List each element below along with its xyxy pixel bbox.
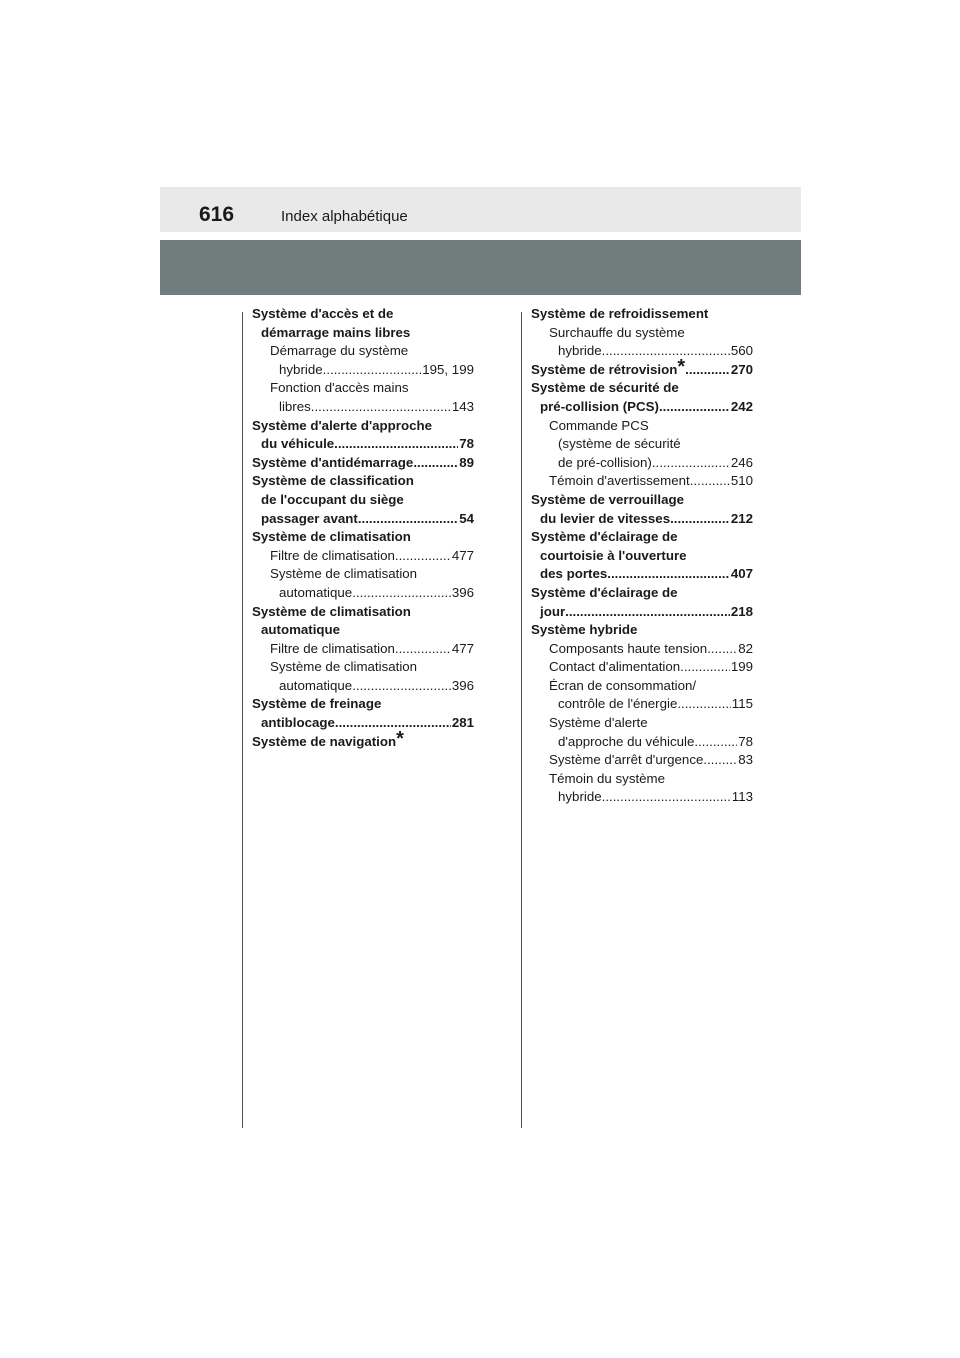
index-entry-text: des portes	[540, 566, 608, 582]
index-entry-text: du véhicule	[261, 436, 335, 452]
index-entry-text: Système de verrouillage	[531, 491, 684, 507]
index-entry	[531, 491, 753, 510]
column-rule-right	[521, 312, 522, 1128]
page-number: 616	[199, 203, 235, 226]
index-entry	[252, 640, 474, 659]
dot-leader	[677, 695, 730, 714]
index-entry	[531, 677, 753, 696]
index-entry-text: Système de classification	[252, 473, 414, 489]
index-entry	[252, 398, 474, 417]
index-entry	[531, 454, 753, 473]
index-entry	[531, 528, 753, 547]
dot-leader	[680, 658, 730, 677]
page-reference: 477	[451, 640, 474, 656]
index-entry-text: Système de climatisation	[270, 566, 418, 582]
dot-leader	[685, 361, 730, 380]
index-entry	[252, 658, 474, 677]
index-entry	[531, 435, 753, 454]
index-entry	[252, 695, 474, 714]
index-entry-text: courtoisie à l'ouverture	[540, 547, 687, 563]
index-entry-text: automatique	[279, 677, 353, 693]
index-entry-text: Système d'éclairage de	[531, 529, 678, 545]
index-entry	[252, 621, 474, 640]
index-entry	[252, 361, 474, 380]
index-entry-text: Système d'alerte	[549, 715, 648, 731]
index-entry-text: Système de rétrovision	[531, 361, 678, 377]
page-reference: 396	[451, 677, 474, 693]
index-entry	[252, 417, 474, 436]
index-entry	[252, 528, 474, 547]
index-entry-text: Système d'éclairage de	[531, 584, 678, 600]
page-reference: 396	[451, 584, 474, 600]
page-reference: 83	[738, 752, 753, 768]
index-entry	[252, 677, 474, 696]
dot-leader	[352, 677, 451, 696]
index-entry-text: antiblocage	[261, 715, 335, 731]
index-entry	[531, 770, 753, 789]
page-reference: 407	[730, 566, 753, 582]
index-entry	[252, 324, 474, 343]
index-entry-text: de pré-collision)	[558, 454, 652, 470]
index-entry	[531, 324, 753, 343]
dot-leader	[707, 640, 737, 659]
index-entry-text: automatique	[279, 584, 353, 600]
index-entry-text: hybride	[279, 361, 323, 377]
index-entry-text: Système de climatisation	[252, 529, 411, 545]
index-entry	[531, 472, 753, 491]
index-entry	[531, 584, 753, 603]
index-entry-text: démarrage mains libres	[261, 324, 411, 340]
index-entry-text: Système de refroidissement	[531, 306, 709, 321]
index-entry	[531, 640, 753, 659]
page-reference: 78	[459, 436, 474, 452]
page-reference: 78	[738, 733, 753, 749]
index-entry-text: Système d'accès et de	[252, 306, 394, 321]
index-entry: Système de rétrovision * ..... 270	[531, 361, 753, 380]
column-rule-left	[242, 312, 243, 1128]
index-entry-text: hybride	[558, 343, 602, 359]
index-entry-text: Système de climatisation	[252, 603, 411, 619]
index-entry-text: passager avant	[261, 510, 358, 526]
index-column-right	[531, 305, 753, 807]
index-entry	[531, 398, 753, 417]
index-column-left	[252, 305, 474, 751]
page-reference: 199	[730, 659, 753, 675]
index-entry	[252, 342, 474, 361]
page-title: Index alphabétique	[281, 208, 408, 225]
index-entry-text: Système d'arrêt d'urgence	[549, 752, 704, 768]
section-band	[160, 240, 801, 295]
dot-leader	[602, 788, 731, 807]
index-entry	[252, 435, 474, 454]
index-entry	[531, 510, 753, 529]
page-reference: 242	[730, 398, 753, 414]
index-entry-text: Surchauffe du système	[549, 324, 685, 340]
index-entry-text: d'approche du véhicule	[558, 733, 695, 749]
index-entry-text: hybride	[558, 789, 602, 805]
index-entry	[531, 621, 753, 640]
index-entry	[531, 788, 753, 807]
page-reference: 54	[459, 510, 474, 526]
index-entry-text: Système de sécurité de	[531, 380, 679, 396]
index-entry	[252, 565, 474, 584]
index-entry	[252, 714, 474, 733]
page-reference: 477	[451, 547, 474, 563]
dot-leader	[607, 565, 730, 584]
index-entry	[531, 658, 753, 677]
index-entry	[252, 472, 474, 491]
index-entry	[531, 417, 753, 436]
dot-leader	[565, 603, 730, 622]
page-reference: 115	[731, 696, 753, 712]
index-entry	[531, 603, 753, 622]
dot-leader	[334, 435, 458, 454]
index-entry	[531, 342, 753, 361]
index-entry	[252, 547, 474, 566]
index-entry-text: Écran de consommation/	[549, 677, 697, 693]
index-entry-text: Fonction d'accès mains	[270, 380, 409, 396]
index-entry	[531, 751, 753, 770]
index-entry	[252, 454, 474, 473]
dot-leader	[395, 640, 451, 659]
index-entry-text: libres	[279, 398, 311, 414]
index-entry	[252, 584, 474, 603]
index-entry	[252, 603, 474, 622]
dot-leader	[358, 510, 458, 529]
page-reference: 82	[738, 640, 753, 656]
index-entry-text: Témoin d'avertissement	[549, 473, 690, 489]
dot-leader	[352, 584, 451, 603]
dot-leader	[335, 714, 451, 733]
index-entry	[531, 695, 753, 714]
index-entry	[252, 491, 474, 510]
page-reference: 246	[730, 454, 753, 470]
index-entry-text: Système hybride	[531, 622, 638, 638]
page-reference: 195, 199	[422, 361, 474, 377]
index-entry	[252, 305, 474, 324]
index-entry: Système de navigation *	[252, 727, 404, 750]
index-entry-text: Système d'alerte d'approche	[252, 417, 432, 433]
page-reference: 281	[451, 715, 474, 731]
index-entry-text: (système de sécurité	[558, 436, 681, 452]
index-entry-text: automatique	[261, 622, 341, 638]
page-reference: 270	[730, 361, 753, 377]
index-entry-text: Système d'antidémarrage	[252, 454, 414, 470]
index-entry-text: Système de freinage	[252, 696, 382, 712]
dot-leader	[652, 454, 730, 473]
index-entry	[531, 379, 753, 398]
index-entry-text: Composants haute tension	[549, 640, 708, 656]
index-entry	[531, 547, 753, 566]
page-reference: 510	[730, 473, 753, 489]
page-reference: 113	[731, 789, 753, 805]
index-entry-text: Témoin du système	[549, 770, 666, 786]
index-entry	[531, 714, 753, 733]
index-entry-text: jour	[540, 603, 566, 619]
dot-leader	[703, 751, 737, 770]
index-entry	[531, 565, 753, 584]
dot-leader	[311, 398, 451, 417]
index-entry-text: Système de navigation	[252, 733, 397, 749]
index-entry	[531, 305, 753, 324]
page-reference: 143	[451, 398, 474, 414]
dot-leader	[602, 342, 730, 361]
index-entry-text: Filtre de climatisation	[270, 640, 395, 656]
page-reference: 89	[459, 454, 474, 470]
header-band	[160, 187, 801, 232]
dot-leader	[659, 398, 730, 417]
index-entry-text: Démarrage du système	[270, 343, 409, 359]
page-reference: 212	[730, 510, 753, 526]
index-entry-text: Commande PCS	[549, 417, 649, 433]
dot-leader	[694, 733, 737, 752]
dot-leader	[323, 361, 422, 380]
index-entry	[252, 510, 474, 529]
dot-leader	[670, 510, 730, 529]
dot-leader	[395, 547, 451, 566]
index-entry-text: du levier de vitesses	[540, 510, 671, 526]
index-entry	[531, 733, 753, 752]
index-entry-text: Système de climatisation	[270, 659, 418, 675]
index-entry-text: Contact d'alimentation	[549, 659, 681, 675]
dot-leader	[690, 472, 730, 491]
dot-leader	[413, 454, 458, 473]
index-entry-text: Filtre de climatisation	[270, 547, 395, 563]
index-entry-text: de l'occupant du siège	[261, 491, 404, 507]
index-entry-text: contrôle de l'énergie	[558, 696, 678, 712]
index-entry-text: pré-collision (PCS)	[540, 398, 659, 414]
index-entry	[252, 379, 474, 398]
page-reference: 218	[730, 603, 753, 619]
page-reference: 560	[730, 343, 753, 359]
